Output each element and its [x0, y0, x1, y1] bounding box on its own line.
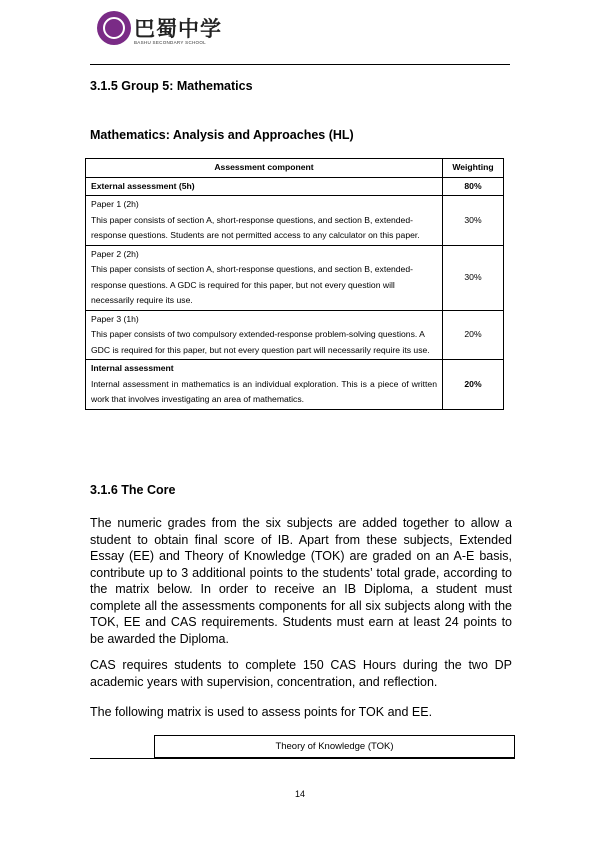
page-number: 14 [294, 789, 305, 799]
paper2-title: Paper 2 (2h) [91, 248, 139, 259]
table-row [86, 310, 504, 360]
header-divider [90, 64, 510, 65]
header-weighting: Weighting [443, 159, 504, 178]
tok-matrix-rule [90, 758, 515, 759]
paper2-description: This paper consists of section A, short-response questions, and section B, extended-response questions. A GDC is required for this paper, but not every question will necessarily require its use. [91, 264, 413, 305]
internal-assessment-description: Internal assessment in mathematics is an individual exploration. This is a piece of written work that involves investigating an area of mathematics. [91, 378, 437, 404]
course-title: Mathematics: Analysis and Approaches (HL) [90, 128, 354, 142]
school-logo [97, 11, 222, 49]
paper1-cell [86, 196, 443, 246]
school-emblem-icon [97, 11, 131, 45]
paper2-weight: 30% [443, 245, 504, 310]
core-paragraph-matrix-intro: The following matrix is used to assess points for TOK and EE. [90, 705, 433, 719]
tok-matrix-header: Theory of Knowledge (TOK) [154, 735, 515, 758]
logo-english-name: BASHU SECONDARY SCHOOL [134, 40, 206, 45]
paper3-title: Paper 3 (1h) [91, 313, 139, 324]
paper1-weight: 30% [443, 196, 504, 246]
assessment-table [85, 158, 504, 410]
table-row [86, 245, 504, 310]
internal-assessment-weight: 20% [443, 360, 504, 410]
external-assessment-label: External assessment (5h) [86, 177, 443, 196]
section-heading-mathematics: 3.1.5 Group 5: Mathematics [90, 79, 253, 93]
paper1-title: Paper 1 (2h) [91, 199, 139, 209]
core-paragraph-grades: The numeric grades from the six subjects are added together to allow a student to obtain final score of IB. Apart from these subjects, Extended Essay (EE) and Theory of Knowledge (TOK) are graded on an A-E basis, contribute up to 3 additional points to the students’ total grade, according to the matrix below. In order to receive an IB Diploma, a student must complete all the assessments components for all six subjects along with the TOK, EE and CAS requirements. Students must earn at least 24 points to be awarded the Diploma. [90, 516, 512, 646]
paper1-description: This paper consists of section A, short-response questions, and section B, extended-response questions. Students are not permitted access to any calculator on this paper. [91, 214, 420, 240]
section-heading-core: 3.1.6 The Core [90, 483, 176, 497]
table-row [86, 196, 504, 246]
paper3-cell [86, 310, 443, 360]
external-assessment-weight: 80% [443, 177, 504, 196]
core-paragraph-cas: CAS requires students to complete 150 CAS Hours during the two DP academic years with supervision, concentration, and reflection. [90, 658, 512, 689]
table-row [86, 177, 504, 196]
paper3-weight: 20% [443, 310, 504, 360]
logo-chinese-name: 巴蜀中学 [134, 16, 222, 41]
table-row [86, 360, 504, 410]
paper3-description: This paper consists of two compulsory extended-response problem-solving questions. A GDC is required for this paper, but not every question part will necessarily require its use. [91, 329, 430, 355]
paper2-cell [86, 245, 443, 310]
table-header-row [86, 159, 504, 178]
header-component: Assessment component [86, 159, 443, 178]
internal-assessment-cell [86, 360, 443, 410]
internal-assessment-title: Internal assessment [91, 363, 174, 373]
